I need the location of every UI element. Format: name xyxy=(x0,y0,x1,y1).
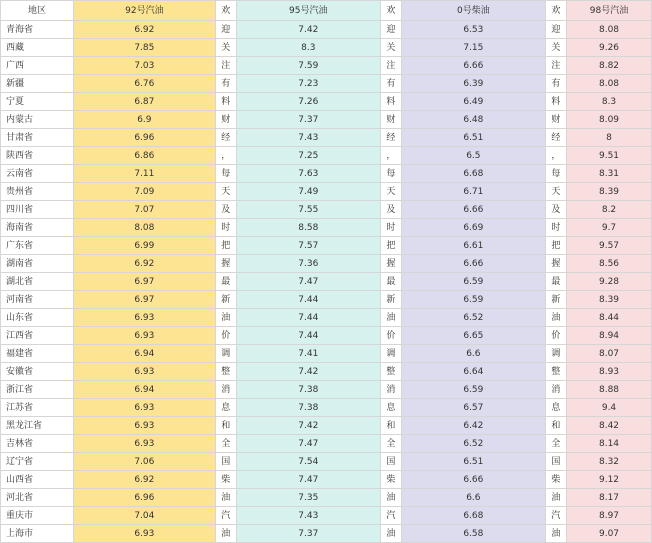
cell-92-price[interactable]: 6.92 xyxy=(74,21,216,39)
cell-word-1[interactable]: 国 xyxy=(215,453,236,471)
table-row xyxy=(1,363,652,381)
cell-word-3[interactable]: 最 xyxy=(545,273,566,291)
cell-region[interactable]: 广西 xyxy=(1,57,74,75)
cell-95-price[interactable]: 7.41 xyxy=(236,345,380,363)
table-row xyxy=(1,291,652,309)
cell-92-price[interactable]: 7.09 xyxy=(74,183,216,201)
cell-92-price[interactable]: 7.07 xyxy=(74,201,216,219)
cell-98-price[interactable]: 8.2 xyxy=(567,201,652,219)
cell-region[interactable]: 浙江省 xyxy=(1,381,74,399)
cell-word-3[interactable]: 油 xyxy=(545,525,566,543)
cell-0-diesel-price[interactable]: 6.64 xyxy=(401,363,545,381)
cell-region[interactable]: 内蒙古 xyxy=(1,111,74,129)
cell-0-diesel-price[interactable]: 6.52 xyxy=(401,309,545,327)
cell-word-2[interactable]: 有 xyxy=(380,75,401,93)
cell-92-price[interactable]: 6.87 xyxy=(74,93,216,111)
cell-98-price[interactable]: 8.17 xyxy=(567,489,652,507)
table-row xyxy=(1,417,652,435)
cell-word-3[interactable]: 汽 xyxy=(545,507,566,525)
table-row xyxy=(1,183,652,201)
cell-region[interactable]: 海南省 xyxy=(1,219,74,237)
cell-word-1[interactable]: 汽 xyxy=(215,507,236,525)
cell-region[interactable]: 云南省 xyxy=(1,165,74,183)
cell-92-price[interactable]: 6.93 xyxy=(74,417,216,435)
cell-word-1[interactable]: 时 xyxy=(215,219,236,237)
cell-0-diesel-price[interactable]: 6.51 xyxy=(401,453,545,471)
table-row xyxy=(1,219,652,237)
cell-98-price[interactable]: 8.44 xyxy=(567,309,652,327)
cell-92-price[interactable]: 8.08 xyxy=(74,219,216,237)
header-word-col-2[interactable]: 欢 xyxy=(380,1,401,21)
cell-92-price[interactable]: 6.96 xyxy=(74,129,216,147)
cell-92-price[interactable]: 7.03 xyxy=(74,57,216,75)
cell-word-3[interactable]: 油 xyxy=(545,489,566,507)
cell-95-price[interactable]: 7.42 xyxy=(236,363,380,381)
cell-0-diesel-price[interactable]: 6.66 xyxy=(401,471,545,489)
cell-92-price[interactable]: 6.94 xyxy=(74,381,216,399)
cell-region[interactable]: 广东省 xyxy=(1,237,74,255)
cell-word-1[interactable]: 料 xyxy=(215,93,236,111)
cell-0-diesel-price[interactable]: 6.39 xyxy=(401,75,545,93)
cell-95-price[interactable]: 7.38 xyxy=(236,381,380,399)
cell-word-1[interactable]: 油 xyxy=(215,309,236,327)
cell-92-price[interactable]: 7.06 xyxy=(74,453,216,471)
cell-region[interactable]: 山东省 xyxy=(1,309,74,327)
cell-word-3[interactable]: 料 xyxy=(545,93,566,111)
cell-word-2[interactable]: 消 xyxy=(380,381,401,399)
cell-98-price[interactable]: 9.28 xyxy=(567,273,652,291)
cell-98-price[interactable]: 9.4 xyxy=(567,399,652,417)
cell-word-1[interactable]: 最 xyxy=(215,273,236,291)
cell-word-1[interactable]: 价 xyxy=(215,327,236,345)
cell-word-2[interactable]: 经 xyxy=(380,129,401,147)
cell-word-2[interactable]: ， xyxy=(380,147,401,165)
cell-word-2[interactable]: 迎 xyxy=(380,21,401,39)
cell-95-price[interactable]: 7.57 xyxy=(236,237,380,255)
cell-region[interactable]: 湖北省 xyxy=(1,273,74,291)
cell-region[interactable]: 重庆市 xyxy=(1,507,74,525)
cell-word-1[interactable]: 天 xyxy=(215,183,236,201)
header-98-gasoline[interactable]: 98号汽油 xyxy=(567,1,652,21)
cell-word-1[interactable]: 柴 xyxy=(215,471,236,489)
cell-0-diesel-price[interactable]: 6.66 xyxy=(401,255,545,273)
cell-95-price[interactable]: 7.36 xyxy=(236,255,380,273)
cell-word-1[interactable]: 息 xyxy=(215,399,236,417)
cell-0-diesel-price[interactable]: 6.59 xyxy=(401,273,545,291)
table-row xyxy=(1,39,652,57)
cell-word-3[interactable]: 价 xyxy=(545,327,566,345)
cell-region[interactable]: 湖南省 xyxy=(1,255,74,273)
cell-region[interactable]: 山西省 xyxy=(1,471,74,489)
cell-0-diesel-price[interactable]: 6.59 xyxy=(401,381,545,399)
cell-word-2[interactable]: 最 xyxy=(380,273,401,291)
cell-0-diesel-price[interactable]: 6.57 xyxy=(401,399,545,417)
cell-word-3[interactable]: 天 xyxy=(545,183,566,201)
header-region[interactable]: 地区 xyxy=(1,1,74,21)
cell-word-1[interactable]: 迎 xyxy=(215,21,236,39)
cell-word-1[interactable]: 全 xyxy=(215,435,236,453)
cell-region[interactable]: 河南省 xyxy=(1,291,74,309)
cell-0-diesel-price[interactable]: 6.49 xyxy=(401,93,545,111)
cell-98-price[interactable]: 8.31 xyxy=(567,165,652,183)
cell-0-diesel-price[interactable]: 6.59 xyxy=(401,291,545,309)
cell-98-price[interactable]: 8.07 xyxy=(567,345,652,363)
table-row xyxy=(1,381,652,399)
table-row xyxy=(1,255,652,273)
cell-0-diesel-price[interactable]: 6.5 xyxy=(401,147,545,165)
cell-98-price[interactable]: 8.39 xyxy=(567,183,652,201)
cell-word-2[interactable]: 整 xyxy=(380,363,401,381)
cell-92-price[interactable]: 6.92 xyxy=(74,471,216,489)
cell-word-2[interactable]: 每 xyxy=(380,165,401,183)
cell-word-3[interactable]: 全 xyxy=(545,435,566,453)
header-0-diesel[interactable]: 0号柴油 xyxy=(401,1,545,21)
cell-word-3[interactable]: 消 xyxy=(545,381,566,399)
cell-95-price[interactable]: 7.54 xyxy=(236,453,380,471)
cell-region[interactable]: 贵州省 xyxy=(1,183,74,201)
header-word-col-1[interactable]: 欢 xyxy=(215,1,236,21)
cell-word-2[interactable]: 调 xyxy=(380,345,401,363)
cell-word-1[interactable]: ， xyxy=(215,147,236,165)
cell-word-2[interactable]: 料 xyxy=(380,93,401,111)
cell-word-3[interactable]: 息 xyxy=(545,399,566,417)
cell-word-3[interactable]: ， xyxy=(545,147,566,165)
cell-word-2[interactable]: 油 xyxy=(380,489,401,507)
cell-word-1[interactable]: 把 xyxy=(215,237,236,255)
cell-0-diesel-price[interactable]: 6.66 xyxy=(401,57,545,75)
cell-word-1[interactable]: 每 xyxy=(215,165,236,183)
cell-word-2[interactable]: 注 xyxy=(380,57,401,75)
cell-0-diesel-price[interactable]: 6.53 xyxy=(401,21,545,39)
cell-word-1[interactable]: 调 xyxy=(215,345,236,363)
cell-word-3[interactable]: 每 xyxy=(545,165,566,183)
cell-98-price[interactable]: 9.51 xyxy=(567,147,652,165)
cell-region[interactable]: 上海市 xyxy=(1,525,74,543)
cell-region[interactable]: 四川省 xyxy=(1,201,74,219)
cell-0-diesel-price[interactable]: 6.69 xyxy=(401,219,545,237)
table-row xyxy=(1,345,652,363)
table-row xyxy=(1,399,652,417)
table-row xyxy=(1,111,652,129)
cell-region[interactable]: 陕西省 xyxy=(1,147,74,165)
table-row xyxy=(1,165,652,183)
cell-95-price[interactable]: 7.37 xyxy=(236,111,380,129)
cell-word-3[interactable]: 柴 xyxy=(545,471,566,489)
cell-0-diesel-price[interactable]: 6.68 xyxy=(401,507,545,525)
table-row xyxy=(1,147,652,165)
cell-word-3[interactable]: 关 xyxy=(545,39,566,57)
cell-95-price[interactable]: 7.44 xyxy=(236,291,380,309)
cell-word-1[interactable]: 新 xyxy=(215,291,236,309)
cell-92-price[interactable]: 6.92 xyxy=(74,255,216,273)
cell-region[interactable]: 甘肃省 xyxy=(1,129,74,147)
cell-95-price[interactable]: 7.37 xyxy=(236,525,380,543)
cell-region[interactable]: 江西省 xyxy=(1,327,74,345)
cell-92-price[interactable]: 6.9 xyxy=(74,111,216,129)
cell-98-price[interactable]: 8.88 xyxy=(567,381,652,399)
cell-word-3[interactable]: 把 xyxy=(545,237,566,255)
cell-95-price[interactable]: 8.3 xyxy=(236,39,380,57)
cell-word-2[interactable]: 油 xyxy=(380,309,401,327)
cell-95-price[interactable]: 7.43 xyxy=(236,129,380,147)
cell-98-price[interactable]: 8.39 xyxy=(567,291,652,309)
cell-92-price[interactable]: 6.96 xyxy=(74,489,216,507)
cell-word-2[interactable]: 全 xyxy=(380,435,401,453)
cell-word-3[interactable]: 有 xyxy=(545,75,566,93)
cell-word-1[interactable]: 消 xyxy=(215,381,236,399)
header-95-gasoline[interactable]: 95号汽油 xyxy=(236,1,380,21)
cell-92-price[interactable]: 6.99 xyxy=(74,237,216,255)
cell-92-price[interactable]: 6.97 xyxy=(74,291,216,309)
cell-region[interactable]: 吉林省 xyxy=(1,435,74,453)
cell-0-diesel-price[interactable]: 6.68 xyxy=(401,165,545,183)
cell-98-price[interactable]: 9.57 xyxy=(567,237,652,255)
cell-98-price[interactable]: 8 xyxy=(567,129,652,147)
table-row xyxy=(1,435,652,453)
cell-95-price[interactable]: 8.58 xyxy=(236,219,380,237)
cell-word-1[interactable]: 油 xyxy=(215,525,236,543)
cell-word-3[interactable]: 时 xyxy=(545,219,566,237)
cell-region[interactable]: 西藏 xyxy=(1,39,74,57)
cell-word-3[interactable]: 经 xyxy=(545,129,566,147)
cell-95-price[interactable]: 7.47 xyxy=(236,273,380,291)
cell-92-price[interactable]: 7.85 xyxy=(74,39,216,57)
cell-word-3[interactable]: 整 xyxy=(545,363,566,381)
cell-word-3[interactable]: 及 xyxy=(545,201,566,219)
table-row xyxy=(1,201,652,219)
cell-95-price[interactable]: 7.63 xyxy=(236,165,380,183)
cell-92-price[interactable]: 6.94 xyxy=(74,345,216,363)
cell-word-1[interactable]: 油 xyxy=(215,489,236,507)
cell-word-2[interactable]: 国 xyxy=(380,453,401,471)
cell-word-1[interactable]: 有 xyxy=(215,75,236,93)
cell-word-2[interactable]: 关 xyxy=(380,39,401,57)
cell-region[interactable]: 安徽省 xyxy=(1,363,74,381)
cell-0-diesel-price[interactable]: 6.51 xyxy=(401,129,545,147)
cell-98-price[interactable]: 8.93 xyxy=(567,363,652,381)
cell-0-diesel-price[interactable]: 6.42 xyxy=(401,417,545,435)
cell-word-3[interactable]: 迎 xyxy=(545,21,566,39)
cell-98-price[interactable]: 8.82 xyxy=(567,57,652,75)
cell-word-1[interactable]: 关 xyxy=(215,39,236,57)
cell-region[interactable]: 宁夏 xyxy=(1,93,74,111)
cell-95-price[interactable]: 7.42 xyxy=(236,21,380,39)
cell-0-diesel-price[interactable]: 6.66 xyxy=(401,201,545,219)
table-row xyxy=(1,273,652,291)
cell-92-price[interactable]: 6.93 xyxy=(74,309,216,327)
cell-word-3[interactable]: 和 xyxy=(545,417,566,435)
cell-word-3[interactable]: 调 xyxy=(545,345,566,363)
cell-region[interactable]: 新疆 xyxy=(1,75,74,93)
cell-95-price[interactable]: 7.47 xyxy=(236,435,380,453)
cell-word-1[interactable]: 及 xyxy=(215,201,236,219)
table-row xyxy=(1,327,652,345)
cell-word-2[interactable]: 价 xyxy=(380,327,401,345)
cell-word-2[interactable]: 握 xyxy=(380,255,401,273)
cell-word-2[interactable]: 天 xyxy=(380,183,401,201)
cell-0-diesel-price[interactable]: 6.6 xyxy=(401,489,545,507)
cell-word-3[interactable]: 油 xyxy=(545,309,566,327)
cell-0-diesel-price[interactable]: 6.61 xyxy=(401,237,545,255)
cell-word-2[interactable]: 汽 xyxy=(380,507,401,525)
cell-word-3[interactable]: 握 xyxy=(545,255,566,273)
cell-word-3[interactable]: 新 xyxy=(545,291,566,309)
cell-word-2[interactable]: 油 xyxy=(380,525,401,543)
cell-word-1[interactable]: 经 xyxy=(215,129,236,147)
table-row xyxy=(1,309,652,327)
cell-region[interactable]: 黑龙江省 xyxy=(1,417,74,435)
cell-98-price[interactable]: 8.94 xyxy=(567,327,652,345)
cell-95-price[interactable]: 7.47 xyxy=(236,471,380,489)
cell-92-price[interactable]: 6.93 xyxy=(74,399,216,417)
cell-95-price[interactable]: 7.59 xyxy=(236,57,380,75)
table-row xyxy=(1,21,652,39)
header-word-col-3[interactable]: 欢 xyxy=(545,1,566,21)
cell-92-price[interactable]: 6.97 xyxy=(74,273,216,291)
cell-0-diesel-price[interactable]: 6.71 xyxy=(401,183,545,201)
cell-98-price[interactable]: 8.14 xyxy=(567,435,652,453)
cell-word-1[interactable]: 财 xyxy=(215,111,236,129)
table-row xyxy=(1,525,652,543)
table-row xyxy=(1,489,652,507)
header-92-gasoline[interactable]: 92号汽油 xyxy=(74,1,216,21)
cell-word-1[interactable]: 整 xyxy=(215,363,236,381)
cell-word-2[interactable]: 财 xyxy=(380,111,401,129)
cell-95-price[interactable]: 7.43 xyxy=(236,507,380,525)
cell-98-price[interactable]: 8.08 xyxy=(567,21,652,39)
table-row xyxy=(1,237,652,255)
cell-98-price[interactable]: 8.32 xyxy=(567,453,652,471)
cell-word-3[interactable]: 注 xyxy=(545,57,566,75)
cell-word-2[interactable]: 时 xyxy=(380,219,401,237)
cell-92-price[interactable]: 6.93 xyxy=(74,435,216,453)
cell-word-2[interactable]: 柴 xyxy=(380,471,401,489)
table-row xyxy=(1,129,652,147)
cell-word-2[interactable]: 及 xyxy=(380,201,401,219)
cell-region[interactable]: 河北省 xyxy=(1,489,74,507)
cell-region[interactable]: 江苏省 xyxy=(1,399,74,417)
cell-92-price[interactable]: 6.76 xyxy=(74,75,216,93)
cell-92-price[interactable]: 6.93 xyxy=(74,525,216,543)
cell-word-2[interactable]: 把 xyxy=(380,237,401,255)
cell-98-price[interactable]: 8.97 xyxy=(567,507,652,525)
cell-92-price[interactable]: 6.93 xyxy=(74,363,216,381)
cell-92-price[interactable]: 6.93 xyxy=(74,327,216,345)
cell-98-price[interactable]: 9.26 xyxy=(567,39,652,57)
cell-word-2[interactable]: 息 xyxy=(380,399,401,417)
cell-95-price[interactable]: 7.55 xyxy=(236,201,380,219)
cell-98-price[interactable]: 9.7 xyxy=(567,219,652,237)
cell-92-price[interactable]: 7.04 xyxy=(74,507,216,525)
cell-word-1[interactable]: 握 xyxy=(215,255,236,273)
cell-0-diesel-price[interactable]: 6.65 xyxy=(401,327,545,345)
cell-word-3[interactable]: 国 xyxy=(545,453,566,471)
cell-0-diesel-price[interactable]: 6.48 xyxy=(401,111,545,129)
cell-98-price[interactable]: 8.3 xyxy=(567,93,652,111)
table-row xyxy=(1,453,652,471)
cell-98-price[interactable]: 8.09 xyxy=(567,111,652,129)
cell-region[interactable]: 青海省 xyxy=(1,21,74,39)
cell-98-price[interactable]: 9.07 xyxy=(567,525,652,543)
cell-95-price[interactable]: 7.23 xyxy=(236,75,380,93)
cell-92-price[interactable]: 6.86 xyxy=(74,147,216,165)
cell-word-1[interactable]: 注 xyxy=(215,57,236,75)
cell-region[interactable]: 福建省 xyxy=(1,345,74,363)
cell-word-3[interactable]: 财 xyxy=(545,111,566,129)
header-row xyxy=(1,1,652,21)
cell-0-diesel-price[interactable]: 6.52 xyxy=(401,435,545,453)
cell-98-price[interactable]: 8.08 xyxy=(567,75,652,93)
cell-95-price[interactable]: 7.49 xyxy=(236,183,380,201)
table-body xyxy=(1,21,652,543)
cell-0-diesel-price[interactable]: 7.15 xyxy=(401,39,545,57)
cell-92-price[interactable]: 7.11 xyxy=(74,165,216,183)
table-row xyxy=(1,471,652,489)
table-row xyxy=(1,75,652,93)
cell-95-price[interactable]: 7.38 xyxy=(236,399,380,417)
cell-word-1[interactable]: 和 xyxy=(215,417,236,435)
cell-word-2[interactable]: 新 xyxy=(380,291,401,309)
cell-95-price[interactable]: 7.44 xyxy=(236,327,380,345)
cell-0-diesel-price[interactable]: 6.58 xyxy=(401,525,545,543)
cell-95-price[interactable]: 7.35 xyxy=(236,489,380,507)
table-row xyxy=(1,507,652,525)
cell-98-price[interactable]: 9.12 xyxy=(567,471,652,489)
cell-95-price[interactable]: 7.25 xyxy=(236,147,380,165)
cell-95-price[interactable]: 7.44 xyxy=(236,309,380,327)
table-row xyxy=(1,57,652,75)
cell-word-2[interactable]: 和 xyxy=(380,417,401,435)
table-row xyxy=(1,93,652,111)
cell-95-price[interactable]: 7.42 xyxy=(236,417,380,435)
cell-95-price[interactable]: 7.26 xyxy=(236,93,380,111)
cell-98-price[interactable]: 8.56 xyxy=(567,255,652,273)
cell-region[interactable]: 辽宁省 xyxy=(1,453,74,471)
cell-0-diesel-price[interactable]: 6.6 xyxy=(401,345,545,363)
cell-98-price[interactable]: 8.42 xyxy=(567,417,652,435)
